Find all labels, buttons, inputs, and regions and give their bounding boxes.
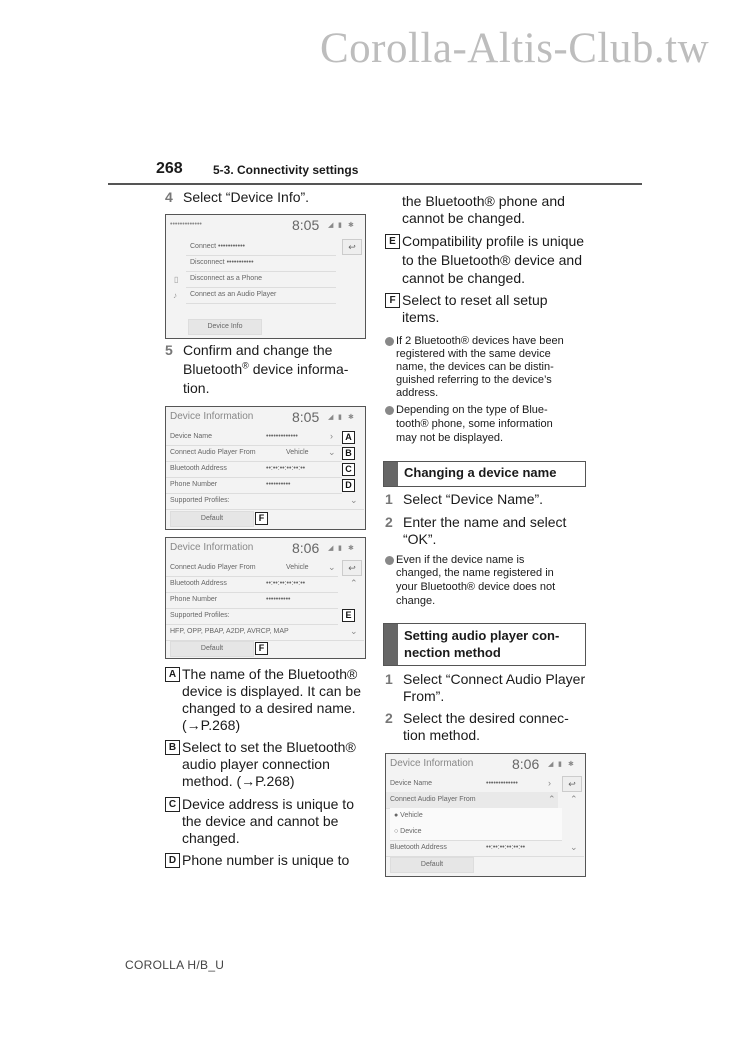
phone-icon: ▯ — [174, 275, 179, 284]
signal-icon: ◢ — [328, 222, 334, 229]
bluetooth-icon: ✱ — [568, 761, 574, 768]
h1-step-1: 1 Select “Device Name”. — [385, 491, 544, 507]
bluetooth-address-row: Bluetooth Address ••:••:••:••:••:•• — [166, 461, 342, 478]
step-number: 5 — [165, 342, 173, 358]
battery-icon: ▮ — [338, 545, 342, 552]
callout-a: A — [342, 431, 355, 444]
step-5: 5 Confirm and change the Bluetooth® device informa- tion. — [165, 342, 349, 396]
back-button[interactable]: ↩ — [342, 560, 362, 576]
supported-profiles-row: Supported Profiles: ⌄ — [166, 493, 364, 510]
bluetooth-icon: ✱ — [348, 545, 354, 552]
h2-step-2: 2 Select the desired connec- tion method. — [385, 710, 569, 743]
bullet-icon — [385, 406, 394, 415]
profiles-list-row: HFP, OPP, PBAP, A2DP, AVRCP, MAP ⌄ — [166, 624, 364, 641]
h1-step-2: 2 Enter the name and select “OK”. — [385, 514, 567, 547]
bullet-icon — [385, 337, 394, 346]
clock: 8:06 — [292, 540, 320, 556]
status-bar — [386, 754, 585, 776]
item-d: D Phone number is unique to — [165, 852, 365, 870]
screen-connection-method — [385, 753, 586, 877]
phone-number-row: Phone Number •••••••••• — [166, 477, 342, 494]
option-vehicle[interactable]: ● Vehicle — [390, 808, 562, 825]
h2-step-1: 1 Select “Connect Audio Player From”. — [385, 671, 586, 704]
item-d-continued: the Bluetooth® phone and cannot be changed. — [402, 193, 565, 226]
back-button[interactable]: ↩ — [342, 239, 362, 255]
screen-device-information-scrolled — [165, 537, 366, 659]
clock: 8:05 — [292, 409, 320, 425]
default-button[interactable]: Default — [170, 641, 254, 657]
screen-title: Device Information — [170, 542, 254, 553]
section-title: 5-3. Connectivity settings — [213, 163, 359, 177]
status-bar — [166, 407, 365, 429]
phone-number-row: Phone Number •••••••••• — [166, 592, 338, 609]
chevron-down-icon: ⌄ — [328, 447, 336, 457]
scroll-up-icon[interactable]: ⌃ — [570, 794, 578, 804]
note-phone-type: Depending on the type of Blue- tooth® phone, some information may not be displayed. — [385, 404, 595, 446]
bluetooth-icon: ✱ — [348, 222, 354, 229]
back-button[interactable]: ↩ — [562, 776, 582, 792]
item-e: E Compatibility profile is unique to the Bluetooth® device and cannot be changed. — [385, 233, 595, 287]
callout-b: B — [342, 447, 355, 460]
chevron-right-icon: › — [330, 431, 333, 441]
item-c: C Device address is unique to the device and cannot be changed. — [165, 796, 365, 848]
footer: COROLLA H/B_U — [125, 958, 225, 972]
battery-icon: ▮ — [338, 414, 342, 421]
screen-title: Device Information — [170, 411, 254, 422]
status-bar — [166, 538, 365, 560]
scroll-down-icon[interactable]: ⌄ — [570, 842, 578, 852]
note-name-change: Even if the device name is changed, the name registered in your Bluetooth® device does not change. — [385, 554, 595, 608]
item-b: B Select to set the Bluetooth® audio player connection method. (→P.268) — [165, 739, 365, 791]
audio-player-row[interactable]: Connect Audio Player From Vehicle ⌄ — [166, 445, 342, 462]
status-bar — [166, 215, 365, 237]
callout-e: E — [342, 609, 355, 622]
bullet-icon — [385, 556, 394, 565]
step-number: 4 — [165, 189, 173, 205]
scroll-down-icon[interactable]: ⌄ — [350, 495, 358, 505]
note-same-name: If 2 Bluetooth® devices have been registered with the same device name, the devices can be distin- guished referring to the device’s address. — [385, 335, 595, 399]
scroll-up-icon[interactable]: ⌃ — [350, 578, 358, 588]
screen-title: ••••••••••••• — [170, 221, 202, 228]
device-info-button[interactable]: Device Info — [188, 319, 262, 335]
signal-icon: ◢ — [328, 414, 334, 421]
device-name-row[interactable]: Device Name ••••••••••••• › — [166, 429, 342, 446]
music-icon: ♪ — [173, 291, 177, 300]
default-button[interactable]: Default — [390, 857, 474, 873]
menu-item[interactable]: Disconnect ••••••••••• — [186, 255, 336, 272]
bluetooth-address-row: Bluetooth Address ••:••:••:••:••:•• ⌄ — [386, 840, 584, 857]
menu-item[interactable]: Disconnect as a Phone — [186, 271, 336, 288]
bluetooth-icon: ✱ — [348, 414, 354, 421]
callout-f: F — [255, 642, 268, 655]
heading-changing-device-name: Changing a device name — [383, 461, 586, 487]
screen-device-information — [165, 406, 366, 530]
callout-f: F — [255, 512, 268, 525]
step-text: Select “Device Info”. — [183, 189, 310, 205]
signal-icon: ◢ — [548, 761, 554, 768]
scroll-down-icon[interactable]: ⌄ — [350, 626, 358, 636]
device-name-row[interactable]: Device Name ••••••••••••• › — [386, 776, 558, 793]
item-f: F Select to reset all setup items. — [385, 292, 595, 328]
default-button[interactable]: Default — [170, 511, 254, 527]
screen-device-menu — [165, 214, 366, 339]
item-a: A The name of the Bluetooth® device is displayed. It can be changed to a desired name. (→P.268) — [165, 666, 365, 736]
option-device[interactable]: ○ Device — [390, 824, 562, 841]
battery-icon: ▮ — [338, 222, 342, 229]
menu-item[interactable]: Connect as an Audio Player — [186, 287, 336, 304]
chevron-right-icon: › — [548, 778, 551, 788]
step-4 — [165, 188, 365, 207]
supported-profiles-row: Supported Profiles: — [166, 608, 338, 625]
menu-item[interactable]: Connect ••••••••••• — [186, 239, 336, 256]
battery-icon: ▮ — [558, 761, 562, 768]
chevron-up-icon: ⌃ — [548, 794, 556, 804]
chevron-down-icon: ⌄ — [328, 562, 336, 572]
page-number: 268 — [156, 160, 183, 177]
heading-audio-player-connection: Setting audio player con- nection method — [383, 623, 586, 666]
screen-title: Device Information — [390, 758, 474, 769]
callout-d: D — [342, 479, 355, 492]
clock: 8:06 — [512, 756, 540, 772]
audio-player-row[interactable]: Connect Audio Player From ⌃ — [386, 792, 558, 809]
clock: 8:05 — [292, 217, 320, 233]
callout-c: C — [342, 463, 355, 476]
bluetooth-address-row: Bluetooth Address ••:••:••:••:••:•• — [166, 576, 338, 593]
header-rule — [108, 183, 642, 185]
audio-player-row[interactable]: Connect Audio Player From Vehicle ⌄ — [166, 560, 338, 577]
signal-icon: ◢ — [328, 545, 334, 552]
watermark: Corolla-Altis-Club.tw — [320, 25, 710, 72]
